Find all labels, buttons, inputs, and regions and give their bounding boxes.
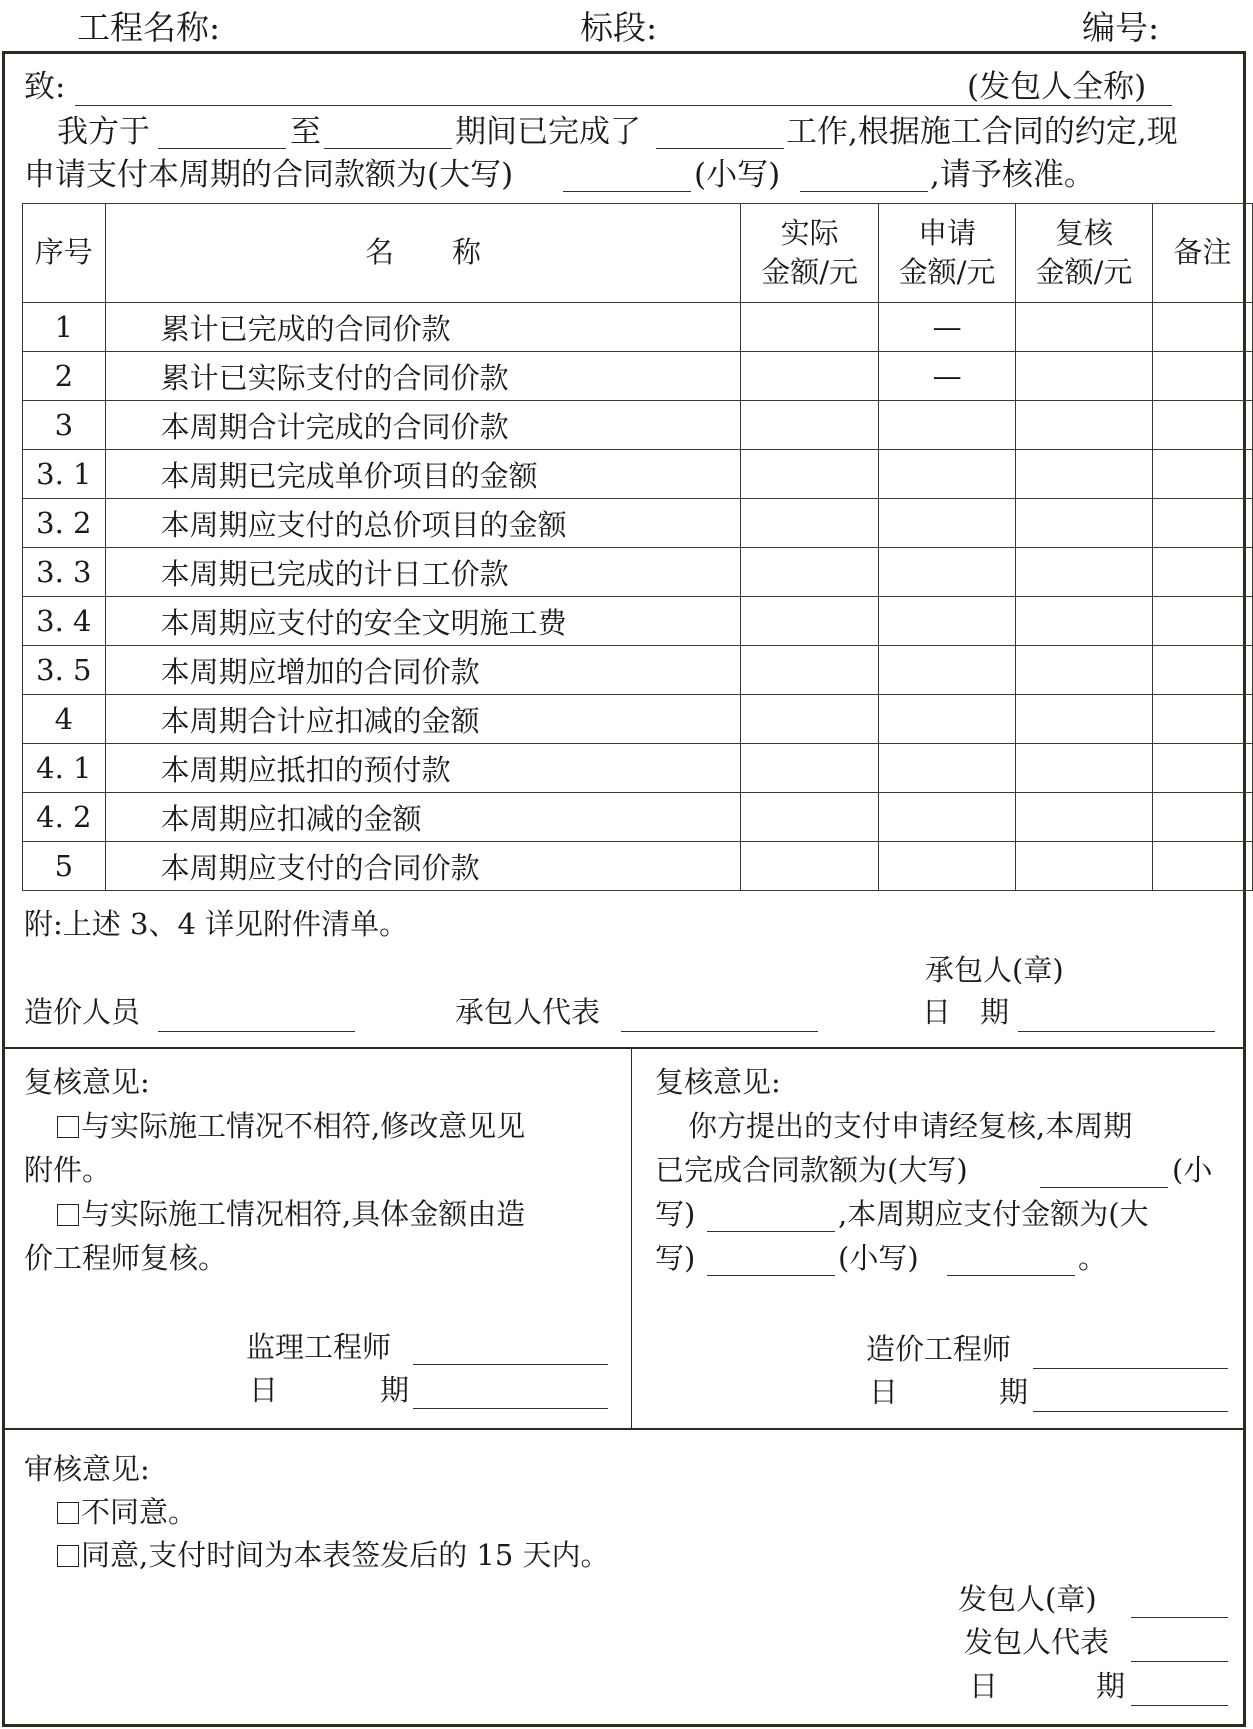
col-header-no: 序号 [23,204,106,303]
approval-option-disagree[interactable]: 不同意。 [57,1498,197,1527]
contractor-date-field[interactable] [1018,1031,1215,1032]
row-actual-amount[interactable] [741,793,878,842]
payable-amount-lowercase-field[interactable] [947,1275,1075,1276]
contractor-seal-label: 承包人(章) [925,953,1064,987]
row-reviewed-amount[interactable] [1016,646,1152,695]
checkbox-icon[interactable] [57,1116,79,1138]
employer-seal-field[interactable] [1131,1617,1228,1618]
checkbox-icon[interactable] [57,1545,79,1567]
contractor-rep-label: 承包人代表 [455,995,601,1029]
cost-staff-signature-field[interactable] [158,1031,355,1032]
row-actual-amount[interactable] [741,842,878,891]
row-name: 本周期已完成的计日工价款 [105,548,741,597]
para-text: 期间已完成了 [455,114,641,150]
row-actual-amount[interactable] [741,597,878,646]
row-name: 累计已完成的合同价款 [105,303,741,352]
row-reviewed-amount[interactable] [1016,695,1152,744]
row-reviewed-amount[interactable] [1016,499,1152,548]
section-divider [2,1428,1245,1430]
table-row [23,744,1253,793]
cost-engineer-label: 造价工程师 [866,1332,1012,1366]
col-header-reviewed: 复核 金额/元 [1016,204,1152,303]
approval-date-label-a: 日 [969,1669,999,1703]
row-reviewed-amount[interactable] [1016,303,1152,352]
to-label: 致: [24,69,66,105]
row-reviewed-amount[interactable] [1016,450,1152,499]
row-actual-amount[interactable] [741,450,878,499]
cost-engineer-review-title: 复核意见: [655,1065,781,1099]
para-text: 我方于 [57,114,150,150]
supervisor-option-mismatch-cont: 附件。 [24,1153,112,1187]
row-no: 3. 5 [23,646,106,695]
payment-table [22,203,1253,891]
table-row [23,842,1253,891]
row-name: 本周期应增加的合同价款 [105,646,741,695]
attachment-note: 附:上述 3、4 详见附件清单。 [24,907,409,941]
payable-amount-uppercase-field[interactable] [707,1275,835,1276]
cost-date-label-b: 期 [999,1375,1029,1409]
row-applied-amount[interactable]: — [878,303,1015,352]
row-remark[interactable] [1152,499,1252,548]
number-label: 编号: [1082,8,1160,47]
completed-amount-lowercase-field[interactable] [707,1231,835,1232]
employer-rep-signature-field[interactable] [1131,1661,1228,1662]
row-no: 3. 4 [23,597,106,646]
row-applied-amount[interactable] [878,401,1015,450]
col-header-remark: 备注 [1152,204,1252,303]
row-applied-amount[interactable] [878,744,1015,793]
table-row [23,597,1253,646]
row-no: 2 [23,352,106,401]
row-name: 本周期合计应扣减的金额 [105,695,741,744]
row-remark[interactable] [1152,695,1252,744]
amount-lowercase-field[interactable] [800,191,928,192]
supervisor-option-match[interactable]: 与实际施工情况相符,具体金额由造 [57,1200,525,1229]
row-reviewed-amount[interactable] [1016,744,1152,793]
review-column-divider [631,1047,632,1429]
supervisor-option-mismatch[interactable]: 与实际施工情况不相符,修改意见见 [57,1112,525,1141]
row-reviewed-amount[interactable] [1016,793,1152,842]
para-text: (小写) [694,157,781,193]
row-name: 本周期应支付的合同价款 [105,842,741,891]
row-remark[interactable] [1152,793,1252,842]
contractor-rep-signature-field[interactable] [621,1031,818,1032]
project-name-label: 工程名称: [77,8,221,47]
period-end-field[interactable] [324,148,452,149]
row-reviewed-amount[interactable] [1016,842,1152,891]
section-label: 标段: [580,8,658,47]
amount-uppercase-field[interactable] [563,191,691,192]
row-no: 1 [23,303,106,352]
row-reviewed-amount[interactable] [1016,597,1152,646]
row-applied-amount[interactable] [878,842,1015,891]
supervisor-date-label-a: 日 [249,1373,279,1407]
para-text: ,请予核准。 [930,157,1095,193]
row-name: 本周期应抵扣的预付款 [105,744,741,793]
section-divider [2,1047,1245,1049]
table-row [23,499,1253,548]
row-no: 4. 2 [23,793,106,842]
approval-option-agree[interactable]: 同意,支付时间为本表签发后的 15 天内。 [57,1541,610,1570]
cost-engineer-signature-field[interactable] [1033,1368,1228,1369]
row-applied-amount[interactable] [878,646,1015,695]
employer-name-field[interactable] [75,105,1172,106]
row-actual-amount[interactable] [741,303,878,352]
row-applied-amount[interactable] [878,695,1015,744]
row-no: 5 [23,842,106,891]
row-name: 本周期已完成单价项目的金额 [105,450,741,499]
row-actual-amount[interactable] [741,744,878,793]
row-no: 3. 2 [23,499,106,548]
row-remark[interactable] [1152,303,1252,352]
supervisor-date-field[interactable] [413,1408,608,1409]
cost-review-text: 已完成合同款额为(大写) [655,1153,968,1187]
row-applied-amount[interactable] [878,793,1015,842]
cost-review-text: 你方提出的支付申请经复核,本周期 [688,1109,1133,1143]
employer-seal-label: 发包人(章) [958,1582,1097,1616]
supervisor-date-label-b: 期 [380,1373,410,1407]
row-name: 本周期应扣减的金额 [105,793,741,842]
para-text: 申请支付本周期的合同款额为(大写) [24,157,514,193]
completed-amount-uppercase-field[interactable] [1040,1187,1168,1188]
cost-date-label-a: 日 [869,1375,899,1409]
employer-rep-label: 发包人代表 [964,1625,1110,1659]
cost-review-text: 写) [655,1241,696,1275]
row-applied-amount[interactable] [878,499,1015,548]
table-header-row [23,204,1253,303]
row-remark[interactable] [1152,744,1252,793]
table-row [23,695,1253,744]
row-reviewed-amount[interactable] [1016,401,1152,450]
row-no: 4 [23,695,106,744]
table-row [23,303,1253,352]
row-remark[interactable] [1152,548,1252,597]
cost-staff-label: 造价人员 [24,995,141,1029]
cost-review-text: 。 [1078,1241,1108,1275]
row-actual-amount[interactable] [741,548,878,597]
cost-engineer-date-field[interactable] [1033,1411,1228,1412]
row-remark[interactable] [1152,842,1252,891]
row-actual-amount[interactable] [741,646,878,695]
contractor-date-label: 日 期 [922,995,1010,1029]
checkbox-icon[interactable] [57,1204,79,1226]
col-header-actual: 实际 金额/元 [741,204,878,303]
row-no: 3. 1 [23,450,106,499]
row-remark[interactable] [1152,597,1252,646]
row-reviewed-amount[interactable] [1016,548,1152,597]
row-actual-amount[interactable] [741,352,878,401]
table-row [23,646,1253,695]
row-actual-amount[interactable] [741,401,878,450]
para-text: 至 [290,114,321,150]
period-start-field[interactable] [158,148,286,149]
cost-review-text: (小写) [838,1241,919,1275]
employer-fullname-hint: (发包人全称) [967,69,1147,105]
approval-date-label-b: 期 [1096,1669,1126,1703]
approval-date-field[interactable] [1131,1705,1228,1706]
supervisor-review-title: 复核意见: [24,1065,150,1099]
row-actual-amount[interactable] [741,695,878,744]
table-row [23,793,1253,842]
row-applied-amount[interactable] [878,548,1015,597]
cost-review-text: 写) [655,1197,696,1231]
row-applied-amount[interactable] [878,597,1015,646]
row-name: 累计已实际支付的合同价款 [105,352,741,401]
col-header-applied: 申请 金额/元 [878,204,1015,303]
table-row [23,352,1253,401]
row-remark[interactable] [1152,352,1252,401]
row-name: 本周期应支付的总价项目的金额 [105,499,741,548]
row-remark[interactable] [1152,646,1252,695]
row-remark[interactable] [1152,450,1252,499]
row-no: 3 [23,401,106,450]
cost-review-text: ,本周期应支付金额为(大 [838,1197,1149,1231]
row-applied-amount[interactable]: — [878,352,1015,401]
row-no: 3. 3 [23,548,106,597]
table-row [23,548,1253,597]
row-name: 本周期应支付的安全文明施工费 [105,597,741,646]
checkbox-icon[interactable] [57,1502,79,1524]
para-text: 工作,根据施工合同的约定,现 [786,114,1178,150]
row-name: 本周期合计完成的合同价款 [105,401,741,450]
row-actual-amount[interactable] [741,499,878,548]
table-row [23,401,1253,450]
col-header-name: 名 称 [105,204,741,303]
work-scope-field[interactable] [656,148,784,149]
row-remark[interactable] [1152,401,1252,450]
row-reviewed-amount[interactable] [1016,352,1152,401]
table-row [23,450,1253,499]
approval-title: 审核意见: [24,1452,150,1486]
supervising-engineer-label: 监理工程师 [246,1330,392,1364]
row-applied-amount[interactable] [878,450,1015,499]
row-no: 4. 1 [23,744,106,793]
cost-review-text: (小 [1172,1153,1213,1187]
supervisor-option-match-cont: 价工程师复核。 [24,1241,228,1275]
supervising-engineer-signature-field[interactable] [413,1364,608,1365]
